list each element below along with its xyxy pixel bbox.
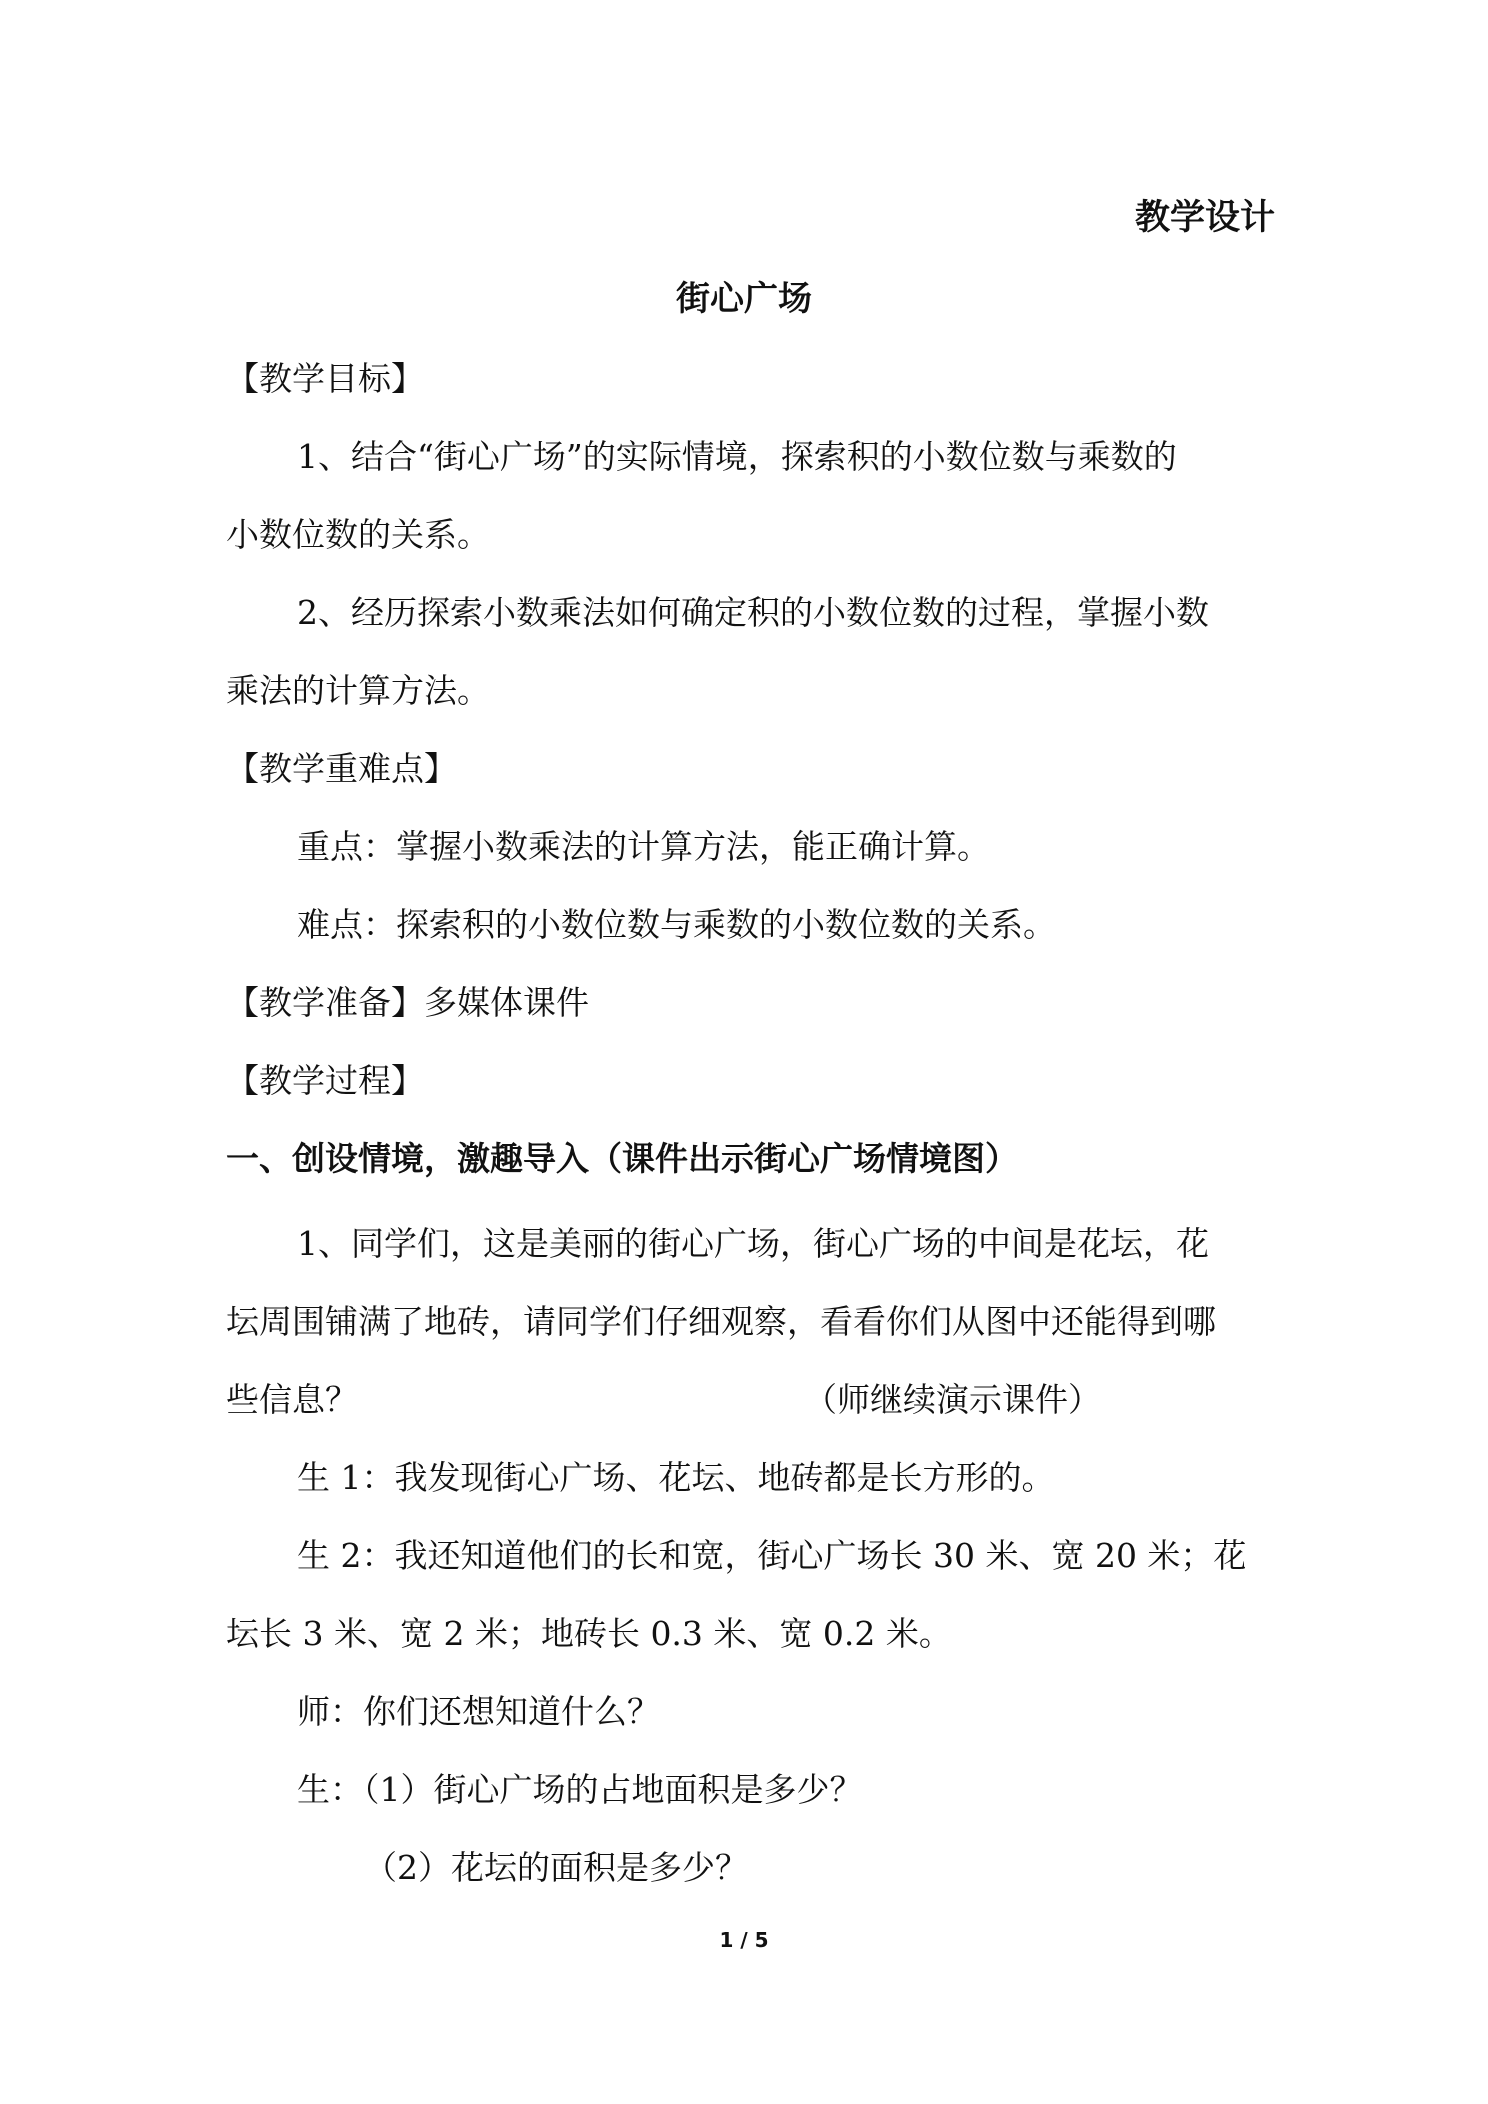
section-1-title: 一、创设情境，激趣导入（课件出示街心广场情境图） xyxy=(226,1139,1018,1178)
student-2-answer-line-2: 坛长 3 米、宽 2 米；地砖长 0.3 米、宽 0.2 米。 xyxy=(226,1614,952,1653)
student-question-1: 生：（1）街心广场的占地面积是多少？ xyxy=(297,1770,863,1809)
difficult-point: 难点：探索积的小数位数与乘数的小数位数的关系。 xyxy=(297,905,1056,944)
page-number: 1 / 5 xyxy=(719,1928,769,1952)
objectives-heading: 【教学目标】 xyxy=(226,359,424,398)
process-heading: 【教学过程】 xyxy=(226,1061,424,1100)
objective-1-line-2: 小数位数的关系。 xyxy=(226,515,490,554)
objective-2-line-1: 2、经历探索小数乘法如何确定积的小数位数的过程，掌握小数 xyxy=(297,593,1209,632)
student-2-answer-line-1: 生 2：我还知道他们的长和宽，街心广场长 30 米、宽 20 米；花 xyxy=(297,1536,1247,1575)
teacher-question: 师：你们还想知道什么？ xyxy=(297,1692,660,1731)
objective-1-line-1: 1、结合“街心广场”的实际情境，探索积的小数位数与乘数的 xyxy=(297,437,1177,476)
key-points-heading: 【教学重难点】 xyxy=(226,749,457,788)
key-point: 重点：掌握小数乘法的计算方法，能正确计算。 xyxy=(297,827,990,866)
teacher-note: （师继续演示课件） xyxy=(804,1380,1101,1419)
paragraph-1-line-2: 坛周围铺满了地砖，请同学们仔细观察，看看你们从图中还能得到哪 xyxy=(226,1302,1216,1341)
student-question-2: （2）花坛的面积是多少？ xyxy=(364,1848,748,1887)
preparation-line: 【教学准备】多媒体课件 xyxy=(226,983,589,1022)
paragraph-1-line-3: 些信息？ xyxy=(226,1380,358,1419)
objective-2-line-2: 乘法的计算方法。 xyxy=(226,671,490,710)
document-type-label: 教学设计 xyxy=(1134,198,1275,238)
student-1-answer: 生 1：我发现街心广场、花坛、地砖都是长方形的。 xyxy=(297,1458,1055,1497)
paragraph-1-line-1: 1、同学们，这是美丽的街心广场，街心广场的中间是花坛，花 xyxy=(297,1224,1209,1263)
lesson-title: 街心广场 xyxy=(676,279,812,319)
